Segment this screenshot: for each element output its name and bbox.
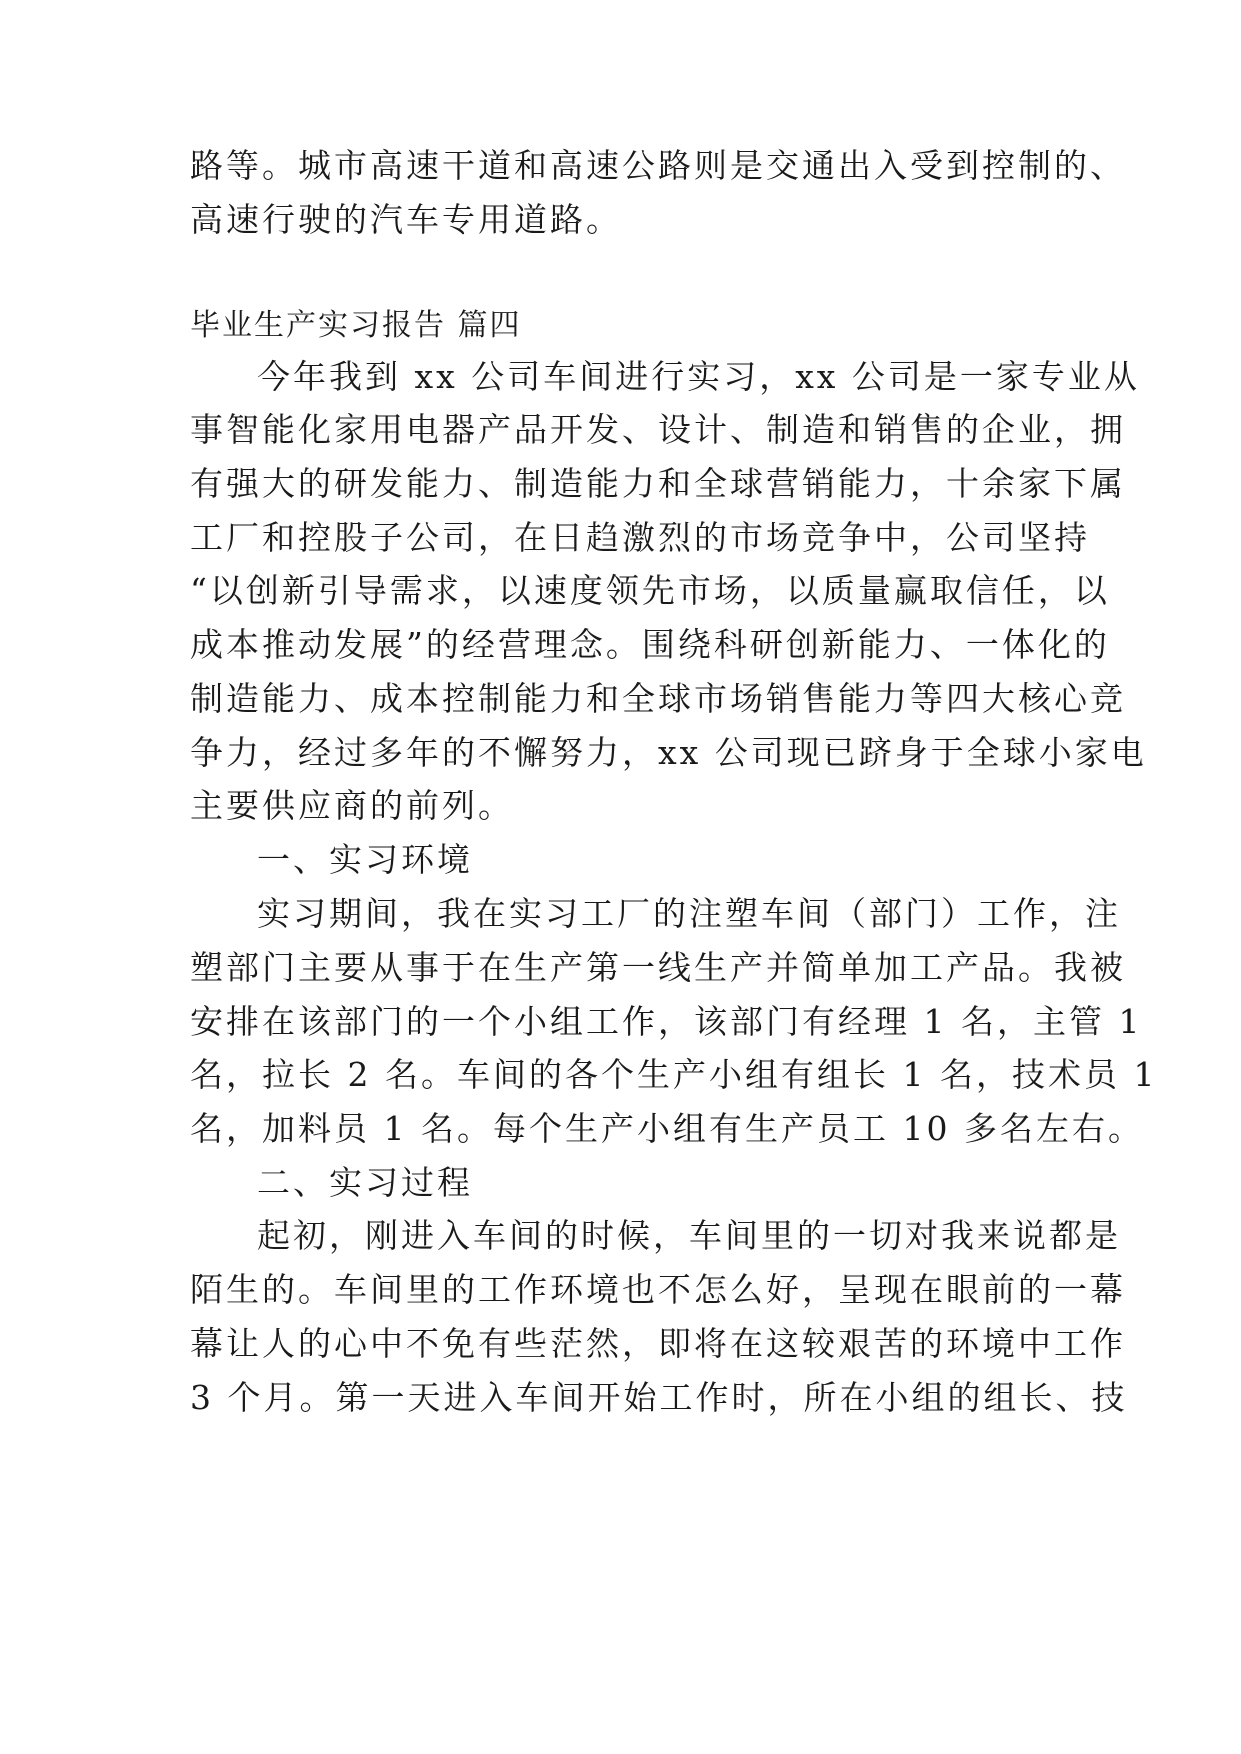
text-line: 名，拉长 2 名。车间的各个生产小组有组长 1 名，技术员 1 bbox=[190, 1055, 1158, 1094]
text-line: 今年我到 xx 公司车间进行实习，xx 公司是一家专业从 bbox=[257, 357, 1140, 396]
text-line: 制造能力、成本控制能力和全球市场销售能力等四大核心竞 bbox=[190, 679, 1126, 718]
text-line: 陌生的。车间里的工作环境也不怎么好，呈现在眼前的一幕 bbox=[190, 1270, 1126, 1309]
text-line: 有强大的研发能力、制造能力和全球营销能力，十余家下属 bbox=[190, 464, 1126, 503]
text-line: 争力，经过多年的不懈努力，xx 公司现已跻身于全球小家电 bbox=[190, 733, 1147, 772]
text-line: 事智能化家用电器产品开发、设计、制造和销售的企业，拥 bbox=[190, 410, 1126, 449]
text-line: 安排在该部门的一个小组工作，该部门有经理 1 名，主管 1 bbox=[190, 1002, 1143, 1041]
text-line: 成本推动发展”的经营理念。围绕科研创新能力、一体化的 bbox=[190, 625, 1110, 664]
text-line: 3 个月。第一天进入车间开始工作时，所在小组的组长、技 bbox=[190, 1378, 1128, 1417]
text-line: “以创新引导需求，以速度领先市场，以质量赢取信任，以 bbox=[190, 571, 1110, 610]
text-line: 实习期间，我在实习工厂的注塑车间（部门）工作，注 bbox=[257, 894, 1121, 933]
section-heading: 二、实习过程 bbox=[257, 1163, 473, 1202]
text-line: 路等。城市高速干道和高速公路则是交通出入受到控制的、 bbox=[190, 146, 1126, 185]
text-line: 名，加料员 1 名。每个生产小组有生产员工 10 多名左右。 bbox=[190, 1109, 1144, 1148]
section-heading: 一、实习环境 bbox=[257, 840, 473, 879]
text-line: 主要供应商的前列。 bbox=[190, 786, 514, 825]
section-title: 毕业生产实习报告 篇四 bbox=[190, 308, 522, 343]
text-line: 高速行驶的汽车专用道路。 bbox=[190, 200, 622, 239]
text-line: 幕让人的心中不免有些茫然，即将在这较艰苦的环境中工作 bbox=[190, 1324, 1126, 1363]
text-line: 工厂和控股子公司，在日趋激烈的市场竞争中，公司坚持 bbox=[190, 518, 1090, 557]
text-line: 塑部门主要从事于在生产第一线生产并简单加工产品。我被 bbox=[190, 948, 1126, 987]
text-line: 起初，刚进入车间的时候，车间里的一切对我来说都是 bbox=[257, 1216, 1121, 1255]
